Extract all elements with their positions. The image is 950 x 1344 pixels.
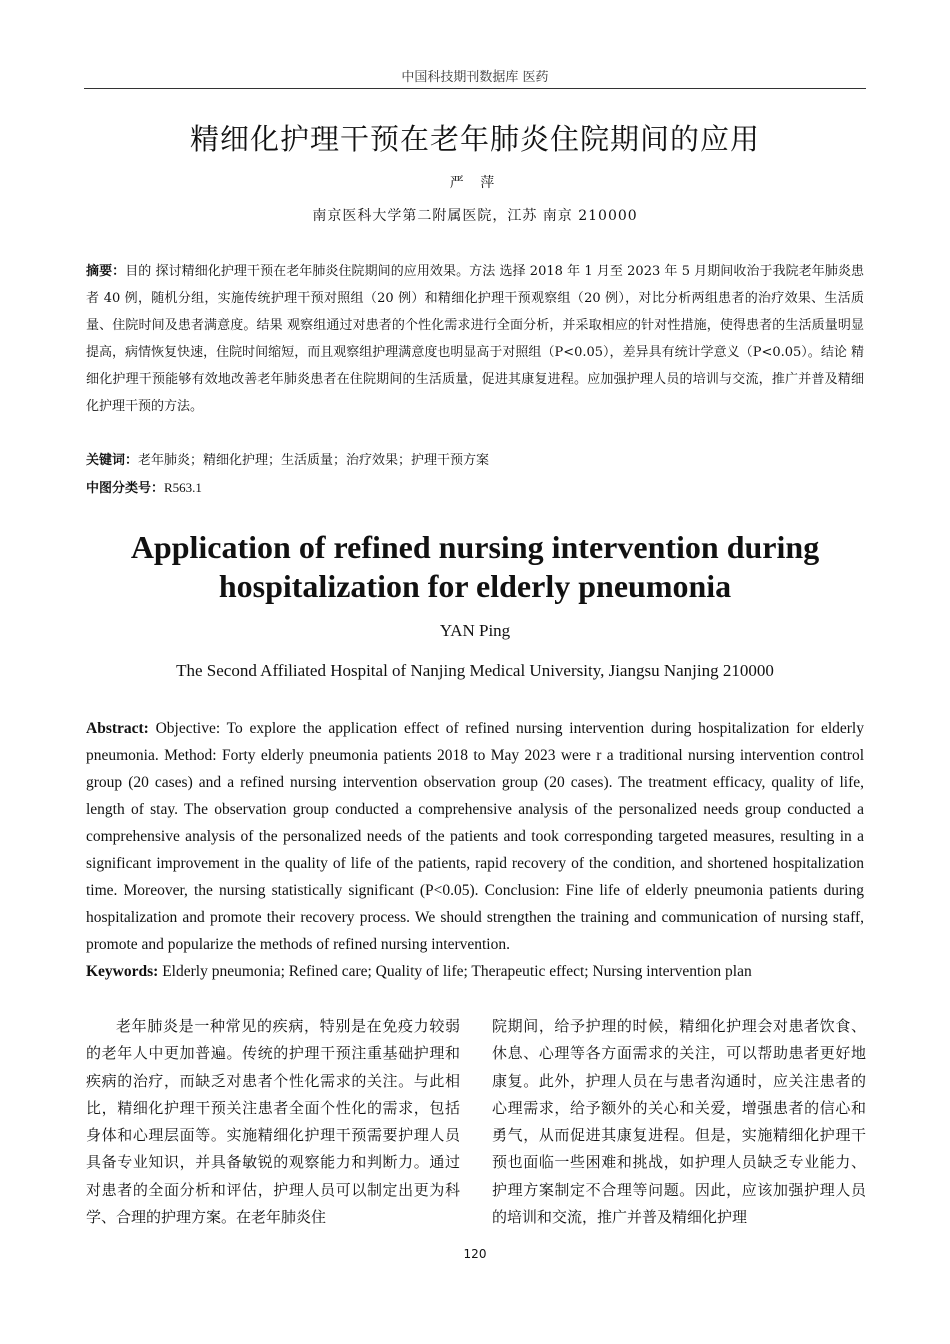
chinese-affiliation: 南京医科大学第二附属医院，江苏 南京 210000 bbox=[312, 208, 638, 224]
english-keywords bbox=[86, 958, 864, 985]
body-left-column: 老年肺炎是一种常见的疾病，特别是在免疫力较弱的老年人中更加普遍。传统的护理干预注重基础护理和疾病的治疗，而缺乏对患者个性化需求的关注。与此相比，精细化护理干预关注患者全面个性化的需求，包括身体和心理层面等。实施精细化护理干预需要护理人员具备专业知识，并具备敏锐的观察能力和判断力。通过对患者的全面分析和评估，护理人员可以制定出更为科学、合理的护理方案。在老年肺炎住 bbox=[86, 1017, 460, 1227]
english-keywords-text: Elderly pneumonia; Refined care; Quality of life; Therapeutic effect; Nursing intervention plan bbox=[158, 963, 752, 980]
chinese-keywords-text: 老年肺炎；精细化护理；生活质量；治疗效果；护理干预方案 bbox=[138, 453, 490, 468]
english-author: YAN Ping bbox=[439, 621, 511, 640]
chinese-classification bbox=[86, 474, 864, 502]
journal-name: 中国科技期刊数据库 医药 bbox=[401, 70, 549, 85]
english-affiliation: The Second Affiliated Hospital of Nanjing Medical University, Jiangsu Nanjing 210000 bbox=[176, 661, 774, 680]
english-abstract-label: Abstract: bbox=[86, 720, 149, 737]
chinese-keywords bbox=[86, 447, 864, 474]
chinese-abstract-label: 摘要： bbox=[86, 264, 126, 279]
chinese-keywords-label: 关键词： bbox=[86, 453, 139, 468]
body-right-column: 院期间，给予护理的时候，精细化护理会对患者饮食、休息、心理等各方面需求的关注，可以帮助患者更好地康复。此外，护理人员在与患者沟通时，应关注患者的心理需求，给予额外的关心和关爱，增强患者的信心和勇气，从而促进其康复进程。但是，实施精细化护理干预也面临一些困难和挑战，如护理人员缺乏专业能力、护理方案制定不合理等问题。因此，应该加强护理人员的培训和交流，推广并普及精细化护理 bbox=[492, 1017, 866, 1227]
chinese-title: 精细化护理干预在老年肺炎住院期间的应用 bbox=[189, 122, 760, 156]
english-title: Application of refined nursing intervention during hospitalization for elderly pneumonia bbox=[130, 529, 820, 604]
classification-label: 中图分类号： bbox=[86, 481, 165, 496]
chinese-abstract bbox=[86, 258, 864, 420]
chinese-abstract-text: 目的 探讨精细化护理干预在老年肺炎住院期间的应用效果。方法 选择 2018 年 1 月至 2023 年 5 月期间收治于我院老年肺炎患者 40 例，随机分组，实施传统护理干预对照组（20 例）和精细化护理干预观察组（20 例），对比分析两组患者的治疗效果、生活质量、住院时间及患者满意度。结果 观察组通过对患者的个性化需求进行全面分析，并采取相应的针对性措施，使得患者的生活质量明显提高，病情恢复快速，住院时间缩短，而且观察组护理满意度也明显高于对照组（P<0.05），差异具有统计学意义（P<0.05）。结论 精细化护理干预能够有效地改善老年肺炎患者在住院期间的生活质量，促进其康复进程。应加强护理人员的培训与交流，推广并普及精细化护理干预的方法。 bbox=[86, 264, 864, 414]
page-number: 120 bbox=[463, 1247, 487, 1261]
classification-code: R563.1 bbox=[164, 480, 202, 495]
journal-header bbox=[84, 66, 866, 89]
chinese-author: 严 萍 bbox=[449, 175, 501, 191]
english-abstract-text: Objective: To explore the application effect of refined nursing intervention during hospitalization for elderly pneumonia. Method: Forty elderly pneumonia patients 2018 to May 2023 were r a traditional nursing intervention control group (20 cases) and a refined nursing intervention observation group (20 cases). The treatment efficacy, quality of life, length of stay. The observation group conducted a comprehensive analysis of the personalized needs group conducted a comprehensive analysis of the personalized needs of the patients and took corresponding targeted measures, resulting in a significant improvement in the quality of life of the patients, rapid recovery of the condition, and shortened hospitalization time. Moreover, the nursing statistically significant (P<0.05). Conclusion: Fine life of elderly pneumonia patients during hospitalization and promote their recovery process. We should strengthen the training and communication of nursing staff, promote and popularize the methods of refined nursing intervention. bbox=[86, 720, 864, 953]
english-keywords-label: Keywords: bbox=[86, 963, 159, 980]
english-abstract bbox=[86, 715, 864, 958]
